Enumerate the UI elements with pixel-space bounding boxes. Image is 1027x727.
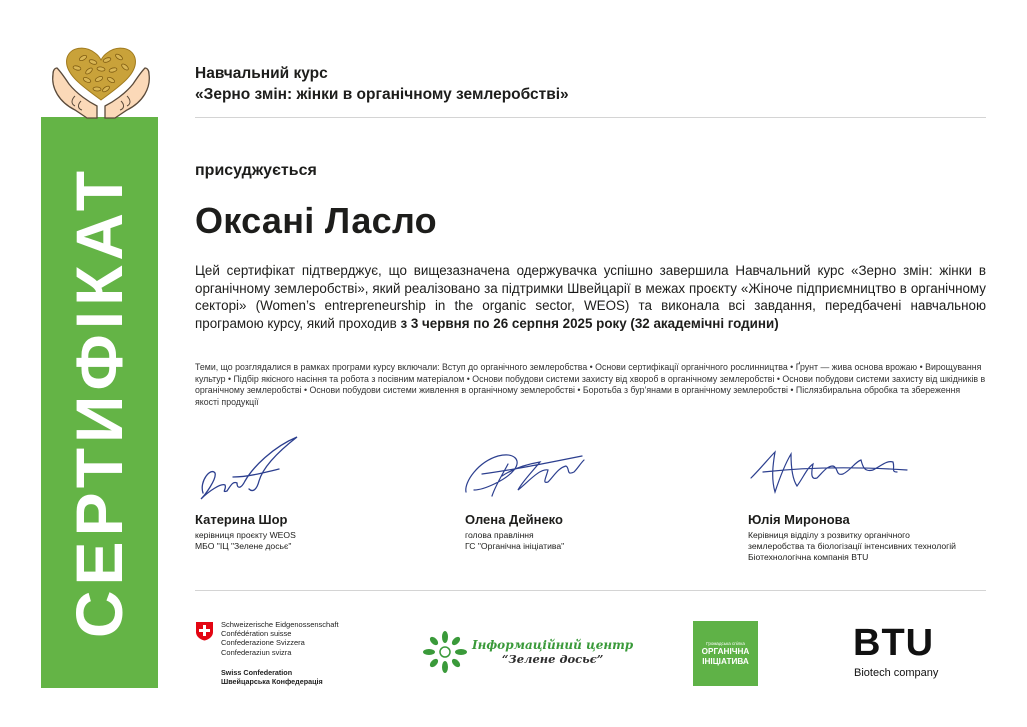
body-main-text: Цей сертифікат підтверджує, що вищезазначена одержувачка успішно завершила Навчальний курс «Зерно змін: жінки в органічному землеробстві», який реалізовано за підтримки Швейцарії в межах проєкту «Жіноче підприємництво в органічному секторі» (Women’s entrepreneurship in the organic sector, WEOS) та виконала всі завдання, передбачені навчальною програмою курсу, який проходив — [195, 263, 986, 331]
signatory-role-2-line2: ГС "Органічна ініціатива" — [465, 540, 565, 551]
signatory-name-3: Юлія Миронова — [748, 512, 850, 527]
signature-deineko — [462, 446, 586, 504]
signatory-role-1-line2: МБО "ІЦ "Зелене досьє" — [195, 540, 292, 551]
signatory-name-1: Катерина Шор — [195, 512, 288, 527]
recipient-name: Оксані Ласло — [195, 200, 437, 241]
swiss-line-3: Confederazione Svizzera — [221, 638, 305, 648]
signatory-role-3-line2: землеробства та біологізації інтенсивних технологій — [748, 540, 956, 551]
organic-initiative-small: Громадська спілка — [706, 641, 745, 646]
top-divider — [195, 117, 986, 118]
signatory-role-3 — [748, 530, 956, 562]
signatory-role-3-line1: Керівниця відділу з розвитку органічного — [748, 530, 910, 540]
course-title: «Зерно змін: жінки в органічному землеробстві» — [195, 86, 569, 103]
green-dossier-title: Інформаційний центр — [472, 638, 634, 652]
signatory-role-2-line1: голова правління — [465, 530, 534, 540]
swiss-logo-text — [221, 620, 339, 657]
awarded-label: присуджується — [195, 162, 317, 179]
signatory-role-1 — [195, 530, 296, 552]
signature-myronova — [747, 444, 909, 500]
course-heading — [195, 63, 569, 105]
organic-initiative-logo — [693, 621, 758, 686]
organic-initiative-line2: ІНІЦІАТИВА — [702, 656, 749, 666]
green-dossier-subtitle: “Зелене досьє” — [501, 652, 604, 666]
green-dossier-leaves-icon — [423, 631, 467, 673]
swiss-line-2: Confédération suisse — [221, 629, 292, 639]
bottom-divider — [195, 590, 986, 591]
course-label: Навчальний курс — [195, 65, 328, 82]
swiss-logo-bold — [221, 668, 323, 686]
btu-logo-word: BTU — [853, 622, 935, 664]
swiss-line-4: Confederaziun svizra — [221, 647, 292, 657]
certificate-vertical-title: СЕРТИФІКАТ — [62, 165, 136, 639]
organic-initiative-line1: ОРГАНІЧНА — [701, 647, 750, 656]
swiss-bold-1: Swiss Confederation — [221, 668, 293, 677]
green-dossier-logo-text — [472, 638, 633, 666]
course-topics: Теми, що розглядалися в рамках програми курсу включали: Вступ до органічного землеробства • Основи сертифікації органічного рослинництва • Ґрунт — жива основа врожаю • Вирощування культур • Підбір якісного насіння та робота з посівним матеріалом • Основи побудови системи захисту від хвороб в органічному землеробстві • Основи побудови системи захисту від шкідників в органічному землеробстві • Основи побудови системи живлення в органічному землеробстві • Боротьба з бур’янами в органічному землеробстві • Післязбиральна обробка та збереження якості продукції — [195, 362, 986, 407]
signatory-role-2 — [465, 530, 564, 552]
signature-shor — [193, 433, 303, 505]
hands-holding-grain-heart-icon — [45, 38, 157, 122]
signatory-name-2: Олена Дейнеко — [465, 512, 563, 527]
btu-logo-subtitle: Biotech company — [854, 667, 939, 679]
signatory-role-1-line1: керівниця проєкту WEOS — [195, 530, 296, 540]
course-dates: з 3 червня по 26 серпня 2025 року (32 академічні години) — [400, 315, 779, 331]
swiss-flag-shield-icon — [195, 621, 214, 641]
signatory-role-3-line3: Біотехнологічна компанія BTU — [748, 551, 869, 562]
swiss-bold-2: Швейцарська Конфедерація — [221, 677, 323, 686]
certificate-body — [195, 262, 986, 332]
swiss-line-1: Schweizerische Eidgenossenschaft — [221, 620, 339, 629]
